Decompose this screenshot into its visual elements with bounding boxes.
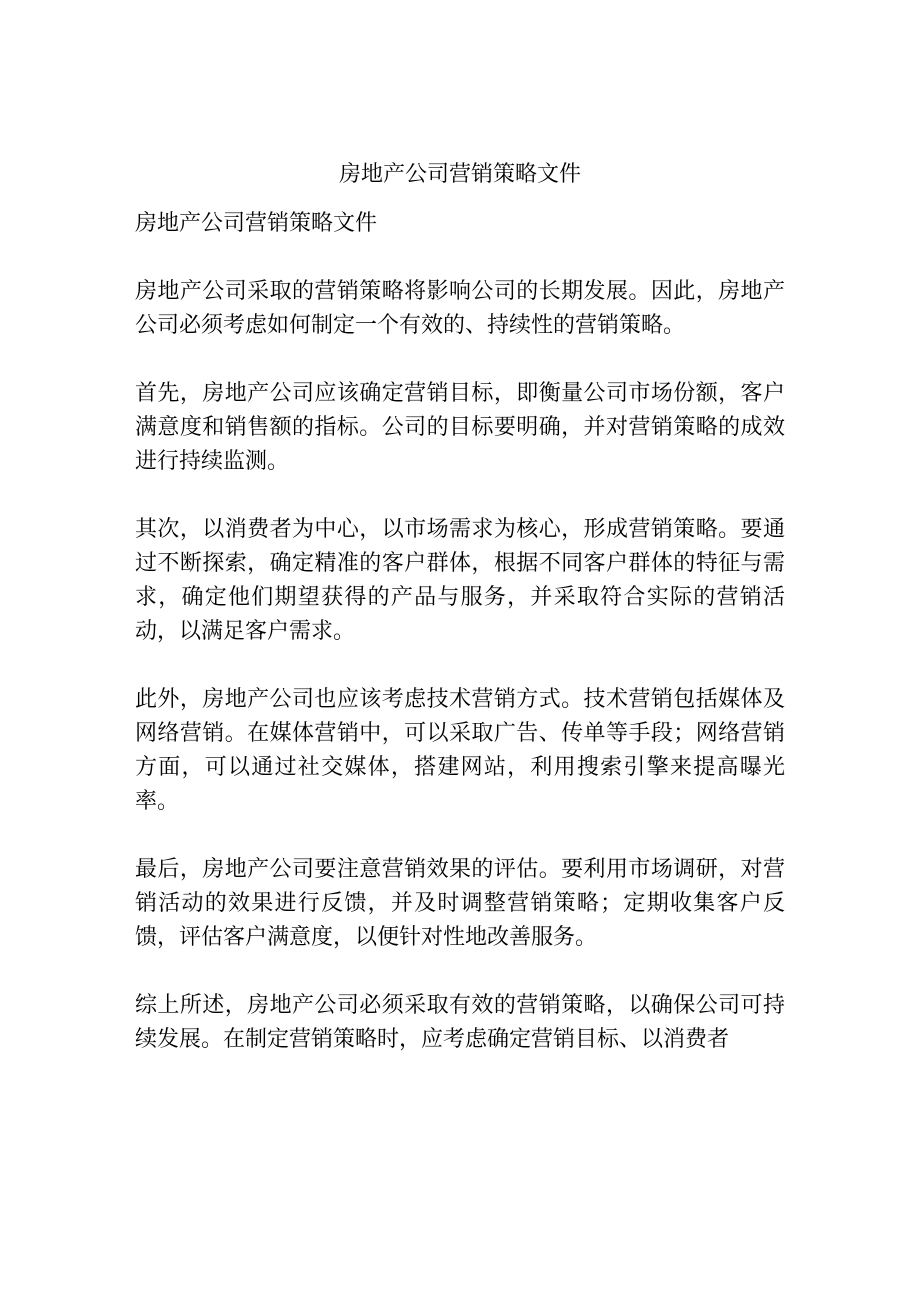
- paragraph-first: 首先，房地产公司应该确定营销目标，即衡量公司市场份额，客户满意度和销售额的指标。公司的目标要明确，并对营销策略的成效进行持续监测。: [135, 381, 785, 474]
- paragraph-technology: 此外，房地产公司也应该考虑技术营销方式。技术营销包括媒体及网络营销。在媒体营销中，可以采取广告、传单等手段；网络营销方面，可以通过社交媒体，搭建网站，利用搜索引擎来提高曝光率。: [135, 687, 785, 814]
- document-title: 房地产公司营销策略文件: [338, 162, 581, 187]
- document-body: [135, 207, 785, 1091]
- paragraph-evaluation: 最后，房地产公司要注意营销效果的评估。要利用市场调研，对营销活动的效果进行反馈，并及时调整营销策略；定期收集客户反馈，评估客户满意度，以便针对性地改善服务。: [135, 857, 785, 950]
- paragraph-conclusion: 综上所述，房地产公司必须采取有效的营销策略，以确保公司可持续发展。在制定营销策略时，应考虑确定营销目标、以消费者: [135, 993, 785, 1052]
- paragraph-second: 其次，以消费者为中心，以市场需求为核心，形成营销策略。要通过不断探索，确定精准的客户群体，根据不同客户群体的特征与需求，确定他们期望获得的产品与服务，并采取符合实际的营销活动，以满足客户需求。: [135, 517, 785, 644]
- paragraph-intro: 房地产公司采取的营销策略将影响公司的长期发展。因此，房地产公司必须考虑如何制定一个有效的、持续性的营销策略。: [135, 279, 785, 338]
- document-subtitle: 房地产公司营销策略文件: [135, 211, 378, 236]
